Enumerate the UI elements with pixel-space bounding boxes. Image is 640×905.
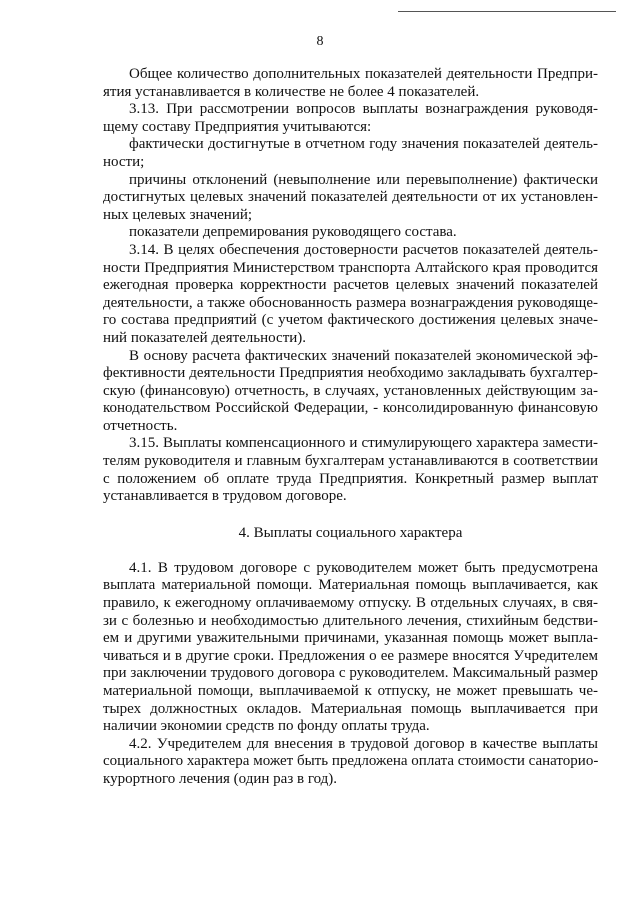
section-heading: 4. Выплаты социального характера: [238, 524, 463, 541]
text-line: ности;: [103, 153, 145, 170]
text-line: 4.1. В трудовом договоре с руководителем может быть предусмотрена: [129, 559, 598, 576]
text-line: социального характера может быть предложена оплата стоимости санаторио-: [103, 753, 599, 770]
text-line: ятия устанавливается в количестве не более 4 показателей.: [103, 83, 480, 100]
text-line: телям руководителя и главным бухгалтерам устанавливаются в соответствии: [103, 453, 598, 470]
text-line: отчетность.: [103, 417, 178, 434]
paragraph: [103, 224, 598, 242]
text-line: деятельности, а также обоснованность размера вознаграждения руководяще-: [103, 294, 598, 311]
paragraph: [103, 560, 598, 736]
document-body: [103, 66, 598, 789]
paragraph: [103, 435, 598, 505]
text-line: с положением об оплате труда Предприятия. Конкретный размер выплат: [103, 470, 598, 487]
text-line: устанавливается в трудовом договоре.: [103, 488, 347, 505]
text-line: фактически достигнутые в отчетном году значения показателей деятель-: [129, 136, 598, 153]
text-line: выплата материальной помощи. Материальная помощь выплачивается, как: [103, 577, 598, 594]
text-line: показатели депремирования руководящего состава.: [129, 224, 457, 241]
paragraph: [103, 242, 598, 348]
text-line: Общее количество дополнительных показателей деятельности Предпри-: [129, 66, 598, 82]
page-number: 8: [316, 34, 324, 49]
text-line: курортного лечения (один раз в год).: [103, 770, 338, 787]
text-line: ности Предприятия Министерством транспорта Алтайского края проводится: [103, 259, 598, 276]
text-line: правило, к ежегодному оплачиваемому отпуску. В отдельных случаях, в свя-: [103, 595, 598, 612]
text-line: конодательством Российской Федерации, - консолидированную финансовую: [103, 400, 598, 417]
header-rule: [398, 11, 616, 12]
text-line: 4.2. Учредителем для внесения в трудовой договор в качестве выплаты: [129, 735, 598, 752]
text-line: ных целевых значений;: [103, 206, 253, 223]
text-line: скую (финансовую) отчетность, в случаях, установленных действующим за-: [103, 382, 598, 399]
paragraph: [103, 66, 598, 101]
paragraph: [103, 136, 598, 171]
text-line: 3.15. Выплаты компенсационного и стимулирующего характера замести-: [129, 435, 598, 452]
text-line: щему составу Предприятия учитываются:: [103, 118, 372, 135]
text-line: 3.13. При рассмотрении вопросов выплаты вознаграждения руководя-: [129, 101, 598, 118]
text-line: зи с болезнью и необходимостью длительного лечения, стихийным бедстви-: [103, 612, 598, 629]
text-line: В основу расчета фактических значений показателей экономической эф-: [129, 347, 598, 364]
paragraph: [103, 101, 598, 136]
text-line: при заключении трудового договора с руководителем. Максимальный размер: [103, 665, 598, 682]
paragraph: [103, 172, 598, 225]
text-line: причины отклонений (невыполнение или перевыполнение) фактически: [129, 171, 598, 188]
paragraph: [103, 348, 598, 436]
text-line: материальной помощи, выплачиваемой к отпуску, не может превышать че-: [103, 683, 598, 699]
text-line: ем и другими уважительными причинами, указанная помощь может выпла-: [103, 630, 598, 647]
text-line: 3.14. В целях обеспечения достоверности расчетов показателей деятель-: [129, 241, 598, 258]
text-line: ний показателей деятельности).: [103, 329, 307, 346]
text-line: фективности деятельности Предприятия необходимо закладывать бухгалтер-: [103, 365, 598, 382]
text-line: чиваться и в другие сроки. Предложения о ее размере вносятся Учредителем: [103, 647, 598, 664]
text-line: го состава предприятий (с учетом фактического достижения целевых значе-: [103, 312, 598, 329]
text-line: наличии экономии средств по фонду оплаты труда.: [103, 718, 430, 735]
section-3-text: [103, 66, 598, 506]
text-line: тырех должностных окладов. Материальная помощь выплачивается при: [103, 700, 598, 717]
paragraph: [103, 736, 598, 789]
text-line: достигнутых целевых значений показателей деятельности от их установлен-: [103, 189, 598, 206]
section-4-text: [103, 560, 598, 789]
text-line: ежегодная проверка корректности расчетов целевых значений показателей: [103, 277, 598, 294]
